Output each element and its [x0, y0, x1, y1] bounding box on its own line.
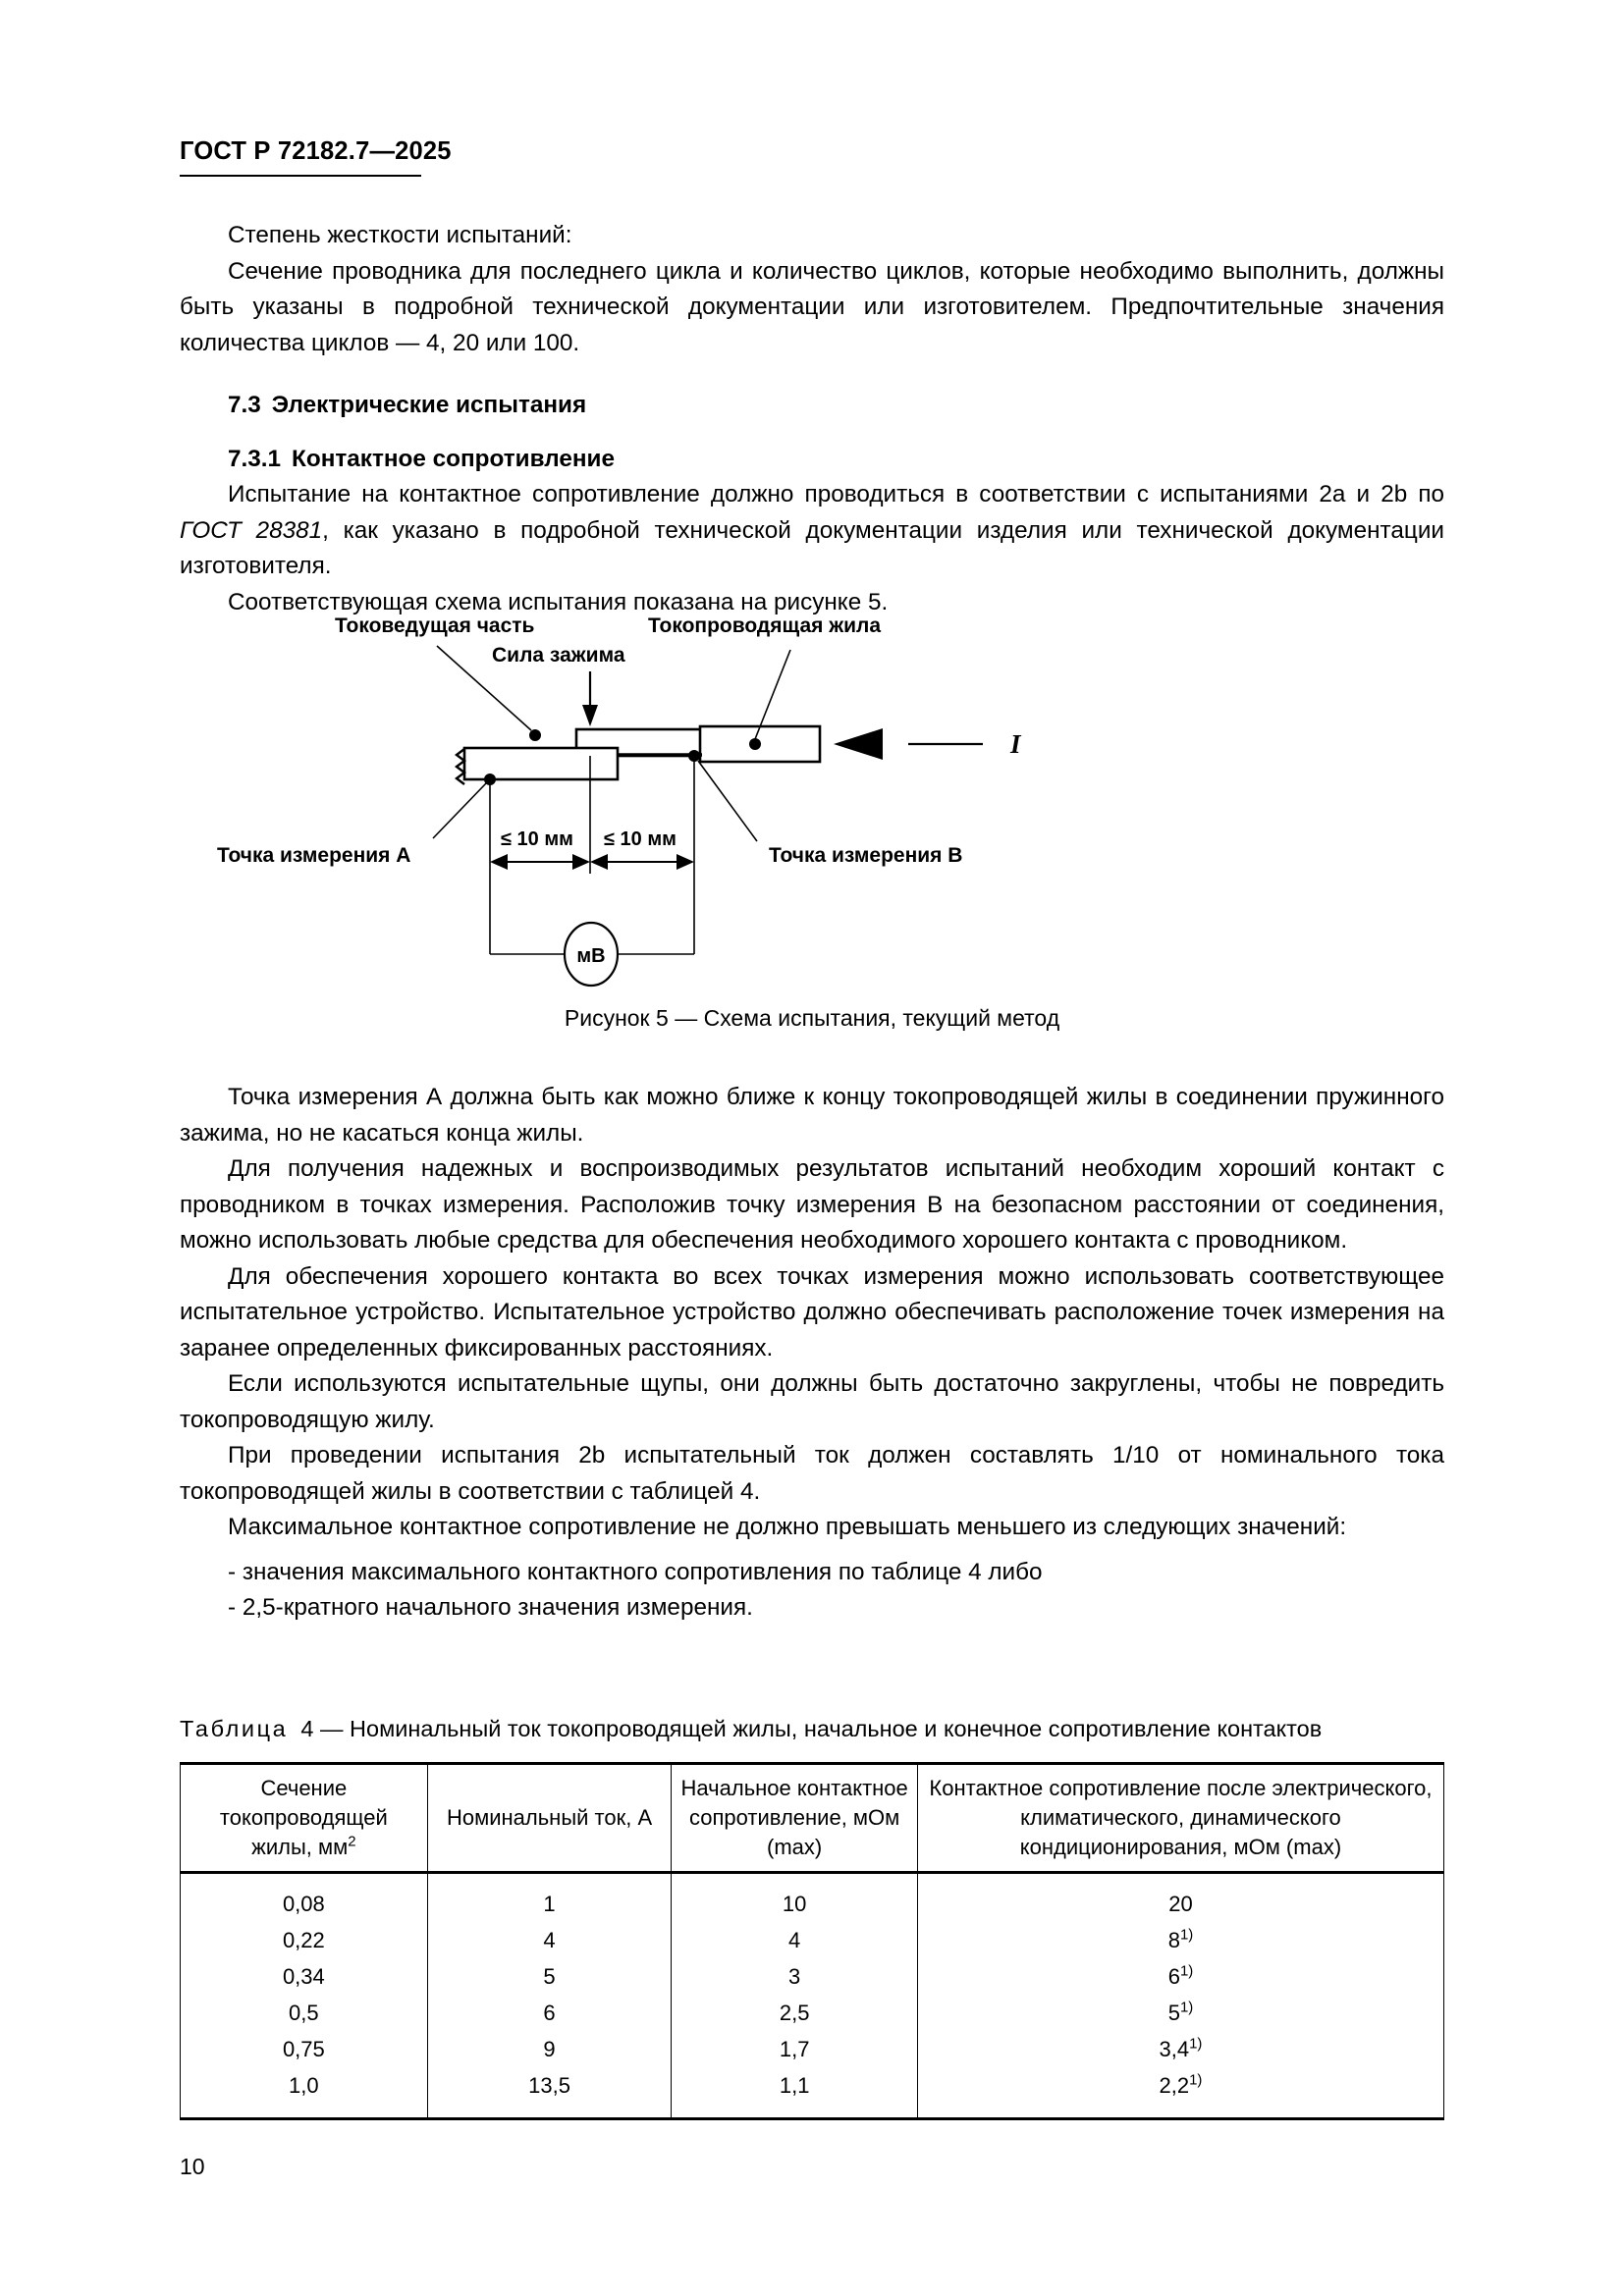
table-header-cell-section: Сечение токопроводящей жилы, мм$^2$: [181, 1764, 428, 1873]
dimension-arrow-right-head-end: [677, 854, 694, 870]
paragraph-reliable-results: Для получения надежных и воспроизводимых результатов испытаний необходим хороший контакт с проводником в точках измерения. Расположив точку измерения В на безопасном расстоянии от соединения, можно использовать любые средства для обеспечения необходимого хорошего контакта с проводником.: [180, 1155, 1444, 1254]
table-row: [181, 2067, 1444, 2119]
paragraph-test-probes: Если используются испытательные щупы, они должны быть достаточно закруглены, чтобы не повредить токопроводящую жилу.: [180, 1370, 1444, 1433]
table-cell-section: 1,0: [181, 2067, 428, 2119]
list-item-1: - значения максимального контактного сопротивления по таблице 4 либо: [228, 1558, 1043, 1585]
table-cell-after-conditioning: 8$^{1)}$: [917, 1922, 1443, 1958]
table-header-cell-current: Номинальный ток, А: [427, 1764, 672, 1873]
table-row: [181, 2031, 1444, 2067]
table-cell-current: 9: [427, 2031, 672, 2067]
table-4-caption: [180, 1716, 1322, 1742]
figure-label-current: I: [1010, 729, 1021, 759]
table-cell-current: 4: [427, 1922, 672, 1958]
paragraph-contact-resistance: [180, 477, 1444, 585]
table-caption-word: Таблица: [180, 1716, 289, 1741]
figure-label-point-b: Точка измерения В: [769, 844, 963, 867]
page-number: 10: [180, 2154, 205, 2179]
leader-line-point-b: [698, 761, 757, 841]
paragraph-test-device: Для обеспечения хорошего контакта во всех точках измерения можно использовать соответствующее испытательное устройство. Испытательное устройство должно обеспечивать расположение точек измерения на заранее определенных фиксированных расстояниях.: [180, 1262, 1444, 1362]
table-cell-after-conditioning: 5$^{1)}$: [917, 1995, 1443, 2031]
figure-label-clamping-force: Сила зажима: [492, 644, 625, 667]
table-header-cell-initial-resistance: Начальное контактное сопротивление, мОм (max): [672, 1764, 918, 1873]
dimension-arrow-left-head-start: [490, 854, 508, 870]
heading-7-3-1-number: 7.3.1: [228, 445, 282, 472]
table-4-head: [181, 1764, 1444, 1873]
table-row: [181, 1995, 1444, 2031]
table-cell-after-conditioning: 6$^{1)}$: [917, 1958, 1443, 1995]
table-cell-initial-resistance: 10: [672, 1873, 918, 1923]
footnote-marker: 1): [1179, 1999, 1194, 2016]
dimension-label-right: ≤ 10 мм: [604, 828, 677, 850]
heading-7-3-1-title: Контактное сопротивление: [292, 445, 615, 472]
table-4-body: [181, 1873, 1444, 2119]
paragraph-severity-text: Сечение проводника для последнего цикла и количество циклов, которые необходимо выполнить, должны быть указаны в подробной технической документации или изготовителем. Предпочтительные значения количества циклов — 4, 20 или 100.: [180, 257, 1444, 356]
paragraph-scheme-reference: Соответствующая схема испытания показана на рисунке 5.: [228, 588, 889, 615]
table-header-cell-after-conditioning: Контактное сопротивление после электрического, климатического, динамического кондиционирования, мОм (max): [917, 1764, 1443, 1873]
paragraph-max-resistance: Максимальное контактное сопротивление не должно превышать меньшего из следующих значений:: [228, 1514, 1347, 1540]
table-cell-current: 5: [427, 1958, 672, 1995]
table-cell-section: 0,34: [181, 1958, 428, 1995]
current-arrow-head: [834, 728, 883, 760]
paragraph-contact-part-a: Испытание на контактное сопротивление должно проводиться в соответствии с испытаниями 2а и 2b по: [228, 481, 1444, 507]
standard-reference: ГОСТ 28381: [180, 516, 323, 544]
paragraph-severity-label: Степень жесткости испытаний:: [228, 222, 572, 248]
clamping-force-arrow-head: [582, 705, 598, 726]
paragraph-test-2b: При проведении испытания 2b испытательный ток должен составлять 1/10 от номинального тока токопроводящей жилы в соответствии с таблицей 4.: [180, 1442, 1444, 1505]
table-cell-after-conditioning: 2,2$^{1)}$: [917, 2067, 1443, 2119]
heading-7-3: [180, 388, 1444, 424]
table-cell-initial-resistance: 2,5: [672, 1995, 918, 2031]
table-cell-section: 0,08: [181, 1873, 428, 1923]
table-row: [181, 1958, 1444, 1995]
table-cell-current: 6: [427, 1995, 672, 2031]
millivolt-meter-label: мВ: [576, 945, 606, 967]
table-header-row: [181, 1764, 1444, 1873]
table-cell-initial-resistance: 1,1: [672, 2067, 918, 2119]
figure-label-live-part: Токоведущая часть: [335, 614, 535, 637]
header-superscript-square: 2: [348, 1833, 356, 1850]
dimension-label-left: ≤ 10 мм: [501, 828, 573, 850]
table-cell-current: 13,5: [427, 2067, 672, 2119]
table-cell-initial-resistance: 3: [672, 1958, 918, 1995]
dimension-arrow-right-head-start: [590, 854, 608, 870]
table-cell-current: 1: [427, 1873, 672, 1923]
footnote-marker: 1): [1189, 2071, 1203, 2089]
spacer: [180, 1546, 1444, 1555]
list-item-2: - 2,5-кратного начального значения измерения.: [228, 1594, 753, 1621]
figure-5-schematic: [180, 611, 1444, 1003]
table-cell-section: 0,75: [181, 2031, 428, 2067]
table-4: [180, 1762, 1444, 2120]
spacer: [180, 361, 1444, 388]
document-header-standard-id: ГОСТ Р 72182.7—2025: [180, 137, 452, 165]
table-row: [181, 1873, 1444, 1923]
paragraph-contact-part-b: , как указано в подробной технической документации изделия или технической документации изготовителя.: [180, 516, 1444, 579]
footnote-marker: 1): [1179, 1962, 1194, 1980]
table-caption-number: 4: [300, 1716, 314, 1741]
connection-dot-live-part: [529, 729, 541, 741]
table-cell-initial-resistance: 4: [672, 1922, 918, 1958]
figure-5: [180, 611, 1444, 1042]
table-cell-after-conditioning: 3,4$^{1)}$: [917, 2031, 1443, 2067]
table-cell-initial-resistance: 1,7: [672, 2031, 918, 2067]
connection-dot-conductor: [749, 738, 761, 750]
table-cell-after-conditioning: 20: [917, 1873, 1443, 1923]
table-caption-text: — Номинальный ток токопроводящей жилы, начальное и конечное сопротивление контактов: [320, 1716, 1323, 1741]
leader-line-point-a: [433, 783, 486, 838]
heading-7-3-1: [180, 442, 1444, 478]
figure-5-caption: Рисунок 5 — Схема испытания, текущий метод: [564, 1005, 1060, 1031]
paragraph-point-a: Точка измерения А должна быть как можно ближе к концу токопроводящей жилы в соединении пружинного зажима, но не касаться конца жилы.: [180, 1084, 1444, 1147]
document-body: [180, 218, 1444, 620]
dimension-arrow-left-head-end: [572, 854, 590, 870]
heading-7-3-number: 7.3: [228, 392, 261, 418]
table-row: [181, 1922, 1444, 1958]
figure-label-point-a: Точка измерения А: [217, 844, 411, 867]
document-body-continued: [180, 1080, 1444, 1627]
figure-label-conductor: Токопроводящая жила: [648, 614, 882, 637]
heading-7-3-title: Электрические испытания: [271, 392, 587, 418]
spacer: [180, 424, 1444, 442]
footnote-marker: 1): [1189, 2035, 1203, 2053]
header-underline: [180, 175, 421, 177]
table-cell-section: 0,5: [181, 1995, 428, 2031]
table-cell-section: 0,22: [181, 1922, 428, 1958]
footnote-marker: 1): [1179, 1926, 1194, 1944]
